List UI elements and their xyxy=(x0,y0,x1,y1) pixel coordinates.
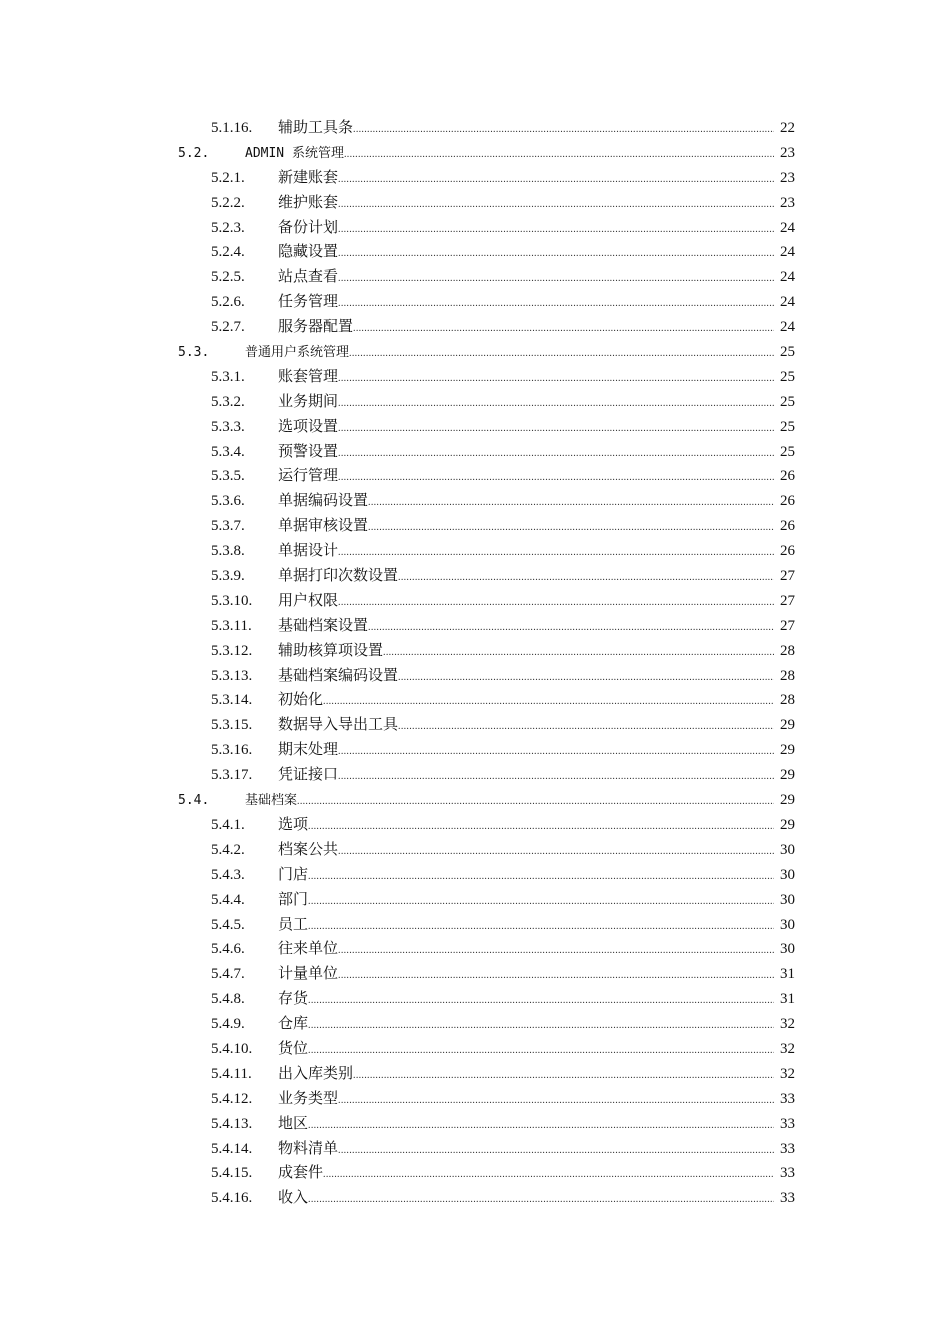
toc-leader-dots xyxy=(308,890,774,915)
toc-leader-dots xyxy=(338,392,774,417)
toc-entry[interactable] xyxy=(0,340,950,365)
toc-entry-number: 5.3. xyxy=(178,345,210,361)
toc-entry[interactable] xyxy=(0,240,950,265)
toc-leader-dots xyxy=(368,516,774,541)
toc-entry-number: 5.4.16. xyxy=(211,1190,253,1207)
toc-entry-number: 5.3.7. xyxy=(211,518,245,535)
toc-entry-page: 26 xyxy=(780,493,795,510)
toc-leader-dots xyxy=(338,292,774,317)
toc-entry-number: 5.3.16. xyxy=(211,742,253,759)
toc-entry[interactable] xyxy=(0,1186,950,1211)
toc-entry-page: 28 xyxy=(780,692,795,709)
toc-entry[interactable] xyxy=(0,888,950,913)
toc-entry-page: 31 xyxy=(780,991,795,1008)
toc-leader-dots xyxy=(338,193,774,218)
toc-entry-title: 出入库类别 xyxy=(278,1065,354,1082)
toc-entry-number: 5.3.8. xyxy=(211,543,245,560)
toc-entry-page: 26 xyxy=(780,543,795,560)
toc-entry-number: 5.3.17. xyxy=(211,767,253,784)
toc-entry-page: 28 xyxy=(780,667,795,684)
toc-entry-page: 29 xyxy=(780,767,795,784)
toc-entry-number: 5.3.1. xyxy=(211,368,245,385)
toc-leader-dots xyxy=(323,690,774,715)
toc-leader-dots xyxy=(338,466,774,491)
toc-entry[interactable] xyxy=(0,290,950,315)
toc-entry-title: 物料清单 xyxy=(278,1140,339,1157)
toc-leader-dots xyxy=(338,1139,774,1164)
toc-entry-page: 25 xyxy=(780,344,795,361)
toc-entry-page: 24 xyxy=(780,294,795,311)
toc-entry-number: 5.4.10. xyxy=(211,1040,253,1057)
toc-leader-dots xyxy=(383,641,774,666)
toc-entry-number: 5.2.5. xyxy=(211,269,245,286)
toc-leader-dots xyxy=(308,1039,774,1064)
toc-entry-page: 30 xyxy=(780,866,795,883)
toc-entry-number: 5.4.7. xyxy=(211,966,245,983)
toc-entry-title: 业务期间 xyxy=(278,393,339,410)
toc-entry[interactable] xyxy=(0,838,950,863)
toc-entry[interactable] xyxy=(0,141,950,166)
toc-entry-title: 选项设置 xyxy=(278,418,339,435)
toc-leader-dots xyxy=(338,840,774,865)
toc-entry[interactable] xyxy=(0,265,950,290)
toc-entry-title: 部门 xyxy=(278,891,309,908)
toc-entry[interactable] xyxy=(0,116,950,141)
toc-entry-title: 往来单位 xyxy=(278,941,339,958)
toc-entry[interactable] xyxy=(0,937,950,962)
toc-entry-page: 26 xyxy=(780,518,795,535)
toc-entry-number: 5.2.7. xyxy=(211,319,245,336)
toc-leader-dots xyxy=(338,964,774,989)
toc-leader-dots xyxy=(338,442,774,467)
toc-entry[interactable] xyxy=(0,216,950,241)
toc-entry[interactable] xyxy=(0,514,950,539)
toc-entry-number: 5.3.15. xyxy=(211,717,253,734)
toc-entry-number: 5.4.12. xyxy=(211,1090,253,1107)
toc-entry-page: 25 xyxy=(780,368,795,385)
toc-leader-dots xyxy=(353,1064,774,1089)
toc-entry-page: 25 xyxy=(780,393,795,410)
toc-entry-title: 单据编码设置 xyxy=(278,493,369,510)
toc-entry-number: 5.2.3. xyxy=(211,219,245,236)
toc-entry-number: 5.2.1. xyxy=(211,169,245,186)
toc-leader-dots xyxy=(308,1188,774,1213)
toc-entry-title: 账套管理 xyxy=(278,368,339,385)
toc-entry-title: 初始化 xyxy=(278,692,324,709)
toc-entry[interactable] xyxy=(0,315,950,340)
toc-entry-number: 5.4.1. xyxy=(211,816,245,833)
toc-entry-page: 30 xyxy=(780,941,795,958)
toc-entry[interactable] xyxy=(0,365,950,390)
toc-entry[interactable] xyxy=(0,788,950,813)
toc-entry[interactable] xyxy=(0,464,950,489)
toc-entry-number: 5.2. xyxy=(178,145,210,161)
toc-entry-title: 辅助核算项设置 xyxy=(278,642,384,659)
toc-entry-title: 业务类型 xyxy=(278,1090,339,1107)
toc-entry-number: 5.4.9. xyxy=(211,1016,245,1033)
toc-entry-page: 33 xyxy=(780,1115,795,1132)
toc-entry[interactable] xyxy=(0,589,950,614)
toc-entry-page: 23 xyxy=(780,194,795,211)
toc-entry-page: 24 xyxy=(780,269,795,286)
toc-entry-page: 32 xyxy=(780,1040,795,1057)
toc-entry-number: 5.3.2. xyxy=(211,393,245,410)
toc-entry-number: 5.3.12. xyxy=(211,642,253,659)
toc-entry-title: 预警设置 xyxy=(278,443,339,460)
toc-entry-page: 27 xyxy=(780,617,795,634)
toc-entry-number: 5.3.9. xyxy=(211,568,245,585)
toc-entry[interactable] xyxy=(0,1112,950,1137)
toc-entry-title: ADMIN 系统管理 xyxy=(245,145,344,161)
toc-entry-title: 货位 xyxy=(278,1040,309,1057)
toc-leader-dots xyxy=(308,1114,774,1139)
toc-entry-page: 32 xyxy=(780,1016,795,1033)
toc-entry-title: 凭证接口 xyxy=(278,767,339,784)
toc-leader-dots xyxy=(308,915,774,940)
toc-entry[interactable] xyxy=(0,962,950,987)
toc-entry[interactable] xyxy=(0,1161,950,1186)
toc-entry[interactable] xyxy=(0,166,950,191)
toc-leader-dots xyxy=(308,815,774,840)
toc-leader-dots xyxy=(338,740,774,765)
toc-entry[interactable] xyxy=(0,489,950,514)
toc-entry[interactable] xyxy=(0,713,950,738)
toc-leader-dots xyxy=(297,790,774,815)
toc-entry-title: 计量单位 xyxy=(278,966,339,983)
toc-leader-dots xyxy=(398,666,774,691)
toc-entry-page: 33 xyxy=(780,1190,795,1207)
toc-entry-title: 基础档案设置 xyxy=(278,617,369,634)
toc-entry-number: 5.4.13. xyxy=(211,1115,253,1132)
toc-entry[interactable] xyxy=(0,863,950,888)
toc-entry-number: 5.3.14. xyxy=(211,692,253,709)
toc-leader-dots xyxy=(398,566,774,591)
toc-entry-number: 5.4.15. xyxy=(211,1165,253,1182)
toc-leader-dots xyxy=(338,367,774,392)
toc-entry-page: 33 xyxy=(780,1140,795,1157)
toc-entry-title: 单据审核设置 xyxy=(278,518,369,535)
toc-entry[interactable] xyxy=(0,539,950,564)
toc-leader-dots xyxy=(338,541,774,566)
toc-leader-dots xyxy=(353,118,774,143)
toc-leader-dots xyxy=(353,317,774,342)
toc-entry-page: 29 xyxy=(780,717,795,734)
toc-entry-page: 22 xyxy=(780,120,795,136)
toc-entry-number: 5.2.4. xyxy=(211,244,245,261)
toc-leader-dots xyxy=(308,989,774,1014)
toc-entry-title: 单据打印次数设置 xyxy=(278,568,399,585)
toc-leader-dots xyxy=(398,715,774,740)
toc-leader-dots xyxy=(323,1163,774,1188)
toc-entry-number: 5.4.4. xyxy=(211,891,245,908)
toc-entry-page: 33 xyxy=(780,1165,795,1182)
toc-entry-number: 5.4.2. xyxy=(211,841,245,858)
toc-entry[interactable] xyxy=(0,664,950,689)
toc-entry-page: 24 xyxy=(780,319,795,336)
toc-entry[interactable] xyxy=(0,191,950,216)
toc-entry-title: 任务管理 xyxy=(278,294,339,311)
toc-entry[interactable] xyxy=(0,390,950,415)
toc-entry[interactable] xyxy=(0,564,950,589)
toc-entry-number: 5.3.5. xyxy=(211,468,245,485)
toc-leader-dots xyxy=(338,168,774,193)
toc-entry-page: 25 xyxy=(780,418,795,435)
toc-entry-title: 备份计划 xyxy=(278,219,339,236)
toc-entry-title: 期末处理 xyxy=(278,742,339,759)
toc-entry-page: 29 xyxy=(780,816,795,833)
toc-entry-page: 31 xyxy=(780,966,795,983)
toc-entry[interactable] xyxy=(0,1087,950,1112)
toc-entry-page: 29 xyxy=(780,792,795,809)
toc-entry[interactable] xyxy=(0,763,950,788)
toc-entry-page: 25 xyxy=(780,443,795,460)
toc-entry-page: 27 xyxy=(780,592,795,609)
toc-entry[interactable] xyxy=(0,1037,950,1062)
toc-entry-title: 档案公共 xyxy=(278,841,339,858)
toc-entry-title: 存货 xyxy=(278,991,309,1008)
toc-entry-title: 地区 xyxy=(278,1115,309,1132)
toc-leader-dots xyxy=(338,242,774,267)
toc-entry-page: 30 xyxy=(780,891,795,908)
toc-entry-title: 新建账套 xyxy=(278,169,339,186)
toc-entry-title: 运行管理 xyxy=(278,468,339,485)
toc-entry-title: 用户权限 xyxy=(278,592,339,609)
toc-entry-number: 5.3.4. xyxy=(211,443,245,460)
toc-entry[interactable] xyxy=(0,738,950,763)
toc-entry-number: 5.3.3. xyxy=(211,418,245,435)
toc-entry-title: 普通用户系统管理 xyxy=(245,345,350,361)
toc-entry[interactable] xyxy=(0,688,950,713)
toc-entry[interactable] xyxy=(0,614,950,639)
toc-entry-title: 收入 xyxy=(278,1190,309,1207)
toc-entry-number: 5.4. xyxy=(178,793,210,809)
toc-entry-number: 5.1.16. xyxy=(211,120,253,136)
toc-entry[interactable] xyxy=(0,813,950,838)
toc-leader-dots xyxy=(368,616,774,641)
toc-leader-dots xyxy=(338,267,774,292)
toc-entry-page: 30 xyxy=(780,916,795,933)
toc-entry-page: 30 xyxy=(780,841,795,858)
toc-entry[interactable] xyxy=(0,1137,950,1162)
toc-entry-page: 29 xyxy=(780,742,795,759)
toc-leader-dots xyxy=(308,865,774,890)
toc-entry-number: 5.4.11. xyxy=(211,1065,252,1082)
table-of-contents xyxy=(0,116,950,1211)
toc-entry-number: 5.3.6. xyxy=(211,493,245,510)
toc-entry-page: 28 xyxy=(780,642,795,659)
toc-entry[interactable] xyxy=(0,1012,950,1037)
toc-leader-dots xyxy=(338,939,774,964)
toc-entry-page: 27 xyxy=(780,568,795,585)
toc-entry-title: 服务器配置 xyxy=(278,319,354,336)
toc-entry-page: 24 xyxy=(780,219,795,236)
toc-entry-page: 33 xyxy=(780,1090,795,1107)
toc-entry-title: 员工 xyxy=(278,916,309,933)
toc-entry[interactable] xyxy=(0,1062,950,1087)
toc-entry-page: 24 xyxy=(780,244,795,261)
toc-entry-number: 5.4.14. xyxy=(211,1140,253,1157)
toc-entry-title: 成套件 xyxy=(278,1165,324,1182)
toc-entry-number: 5.3.10. xyxy=(211,592,253,609)
toc-entry-title: 基础档案编码设置 xyxy=(278,667,399,684)
toc-leader-dots xyxy=(308,1014,774,1039)
toc-leader-dots xyxy=(344,143,774,168)
toc-entry[interactable] xyxy=(0,987,950,1012)
toc-entry-title: 单据设计 xyxy=(278,543,339,560)
toc-entry-number: 5.4.5. xyxy=(211,916,245,933)
toc-leader-dots xyxy=(338,1089,774,1114)
toc-entry-number: 5.3.13. xyxy=(211,667,253,684)
toc-entry-title: 数据导入导出工具 xyxy=(278,717,399,734)
toc-leader-dots xyxy=(338,218,774,243)
toc-leader-dots xyxy=(338,765,774,790)
toc-entry-number: 5.2.2. xyxy=(211,194,245,211)
toc-entry-number: 5.4.8. xyxy=(211,991,245,1008)
toc-leader-dots xyxy=(349,342,774,367)
toc-entry-title: 门店 xyxy=(278,866,309,883)
toc-entry-number: 5.3.11. xyxy=(211,617,252,634)
toc-entry-title: 仓库 xyxy=(278,1016,309,1033)
toc-entry-title: 维护账套 xyxy=(278,194,339,211)
toc-entry[interactable] xyxy=(0,440,950,465)
toc-leader-dots xyxy=(338,591,774,616)
toc-entry-page: 32 xyxy=(780,1065,795,1082)
toc-entry-title: 站点查看 xyxy=(278,269,339,286)
toc-entry-number: 5.2.6. xyxy=(211,294,245,311)
toc-entry[interactable] xyxy=(0,913,950,938)
toc-leader-dots xyxy=(368,491,774,516)
toc-entry[interactable] xyxy=(0,415,950,440)
toc-entry-number: 5.4.6. xyxy=(211,941,245,958)
toc-entry-title: 选项 xyxy=(278,816,309,833)
toc-entry-page: 23 xyxy=(780,169,795,186)
toc-entry-page: 23 xyxy=(780,144,795,161)
toc-entry-page: 26 xyxy=(780,468,795,485)
toc-entry-title: 隐藏设置 xyxy=(278,244,339,261)
toc-entry-title: 辅助工具条 xyxy=(278,120,354,136)
toc-entry[interactable] xyxy=(0,639,950,664)
toc-entry-number: 5.4.3. xyxy=(211,866,245,883)
toc-entry-title: 基础档案 xyxy=(245,793,298,809)
toc-leader-dots xyxy=(338,417,774,442)
